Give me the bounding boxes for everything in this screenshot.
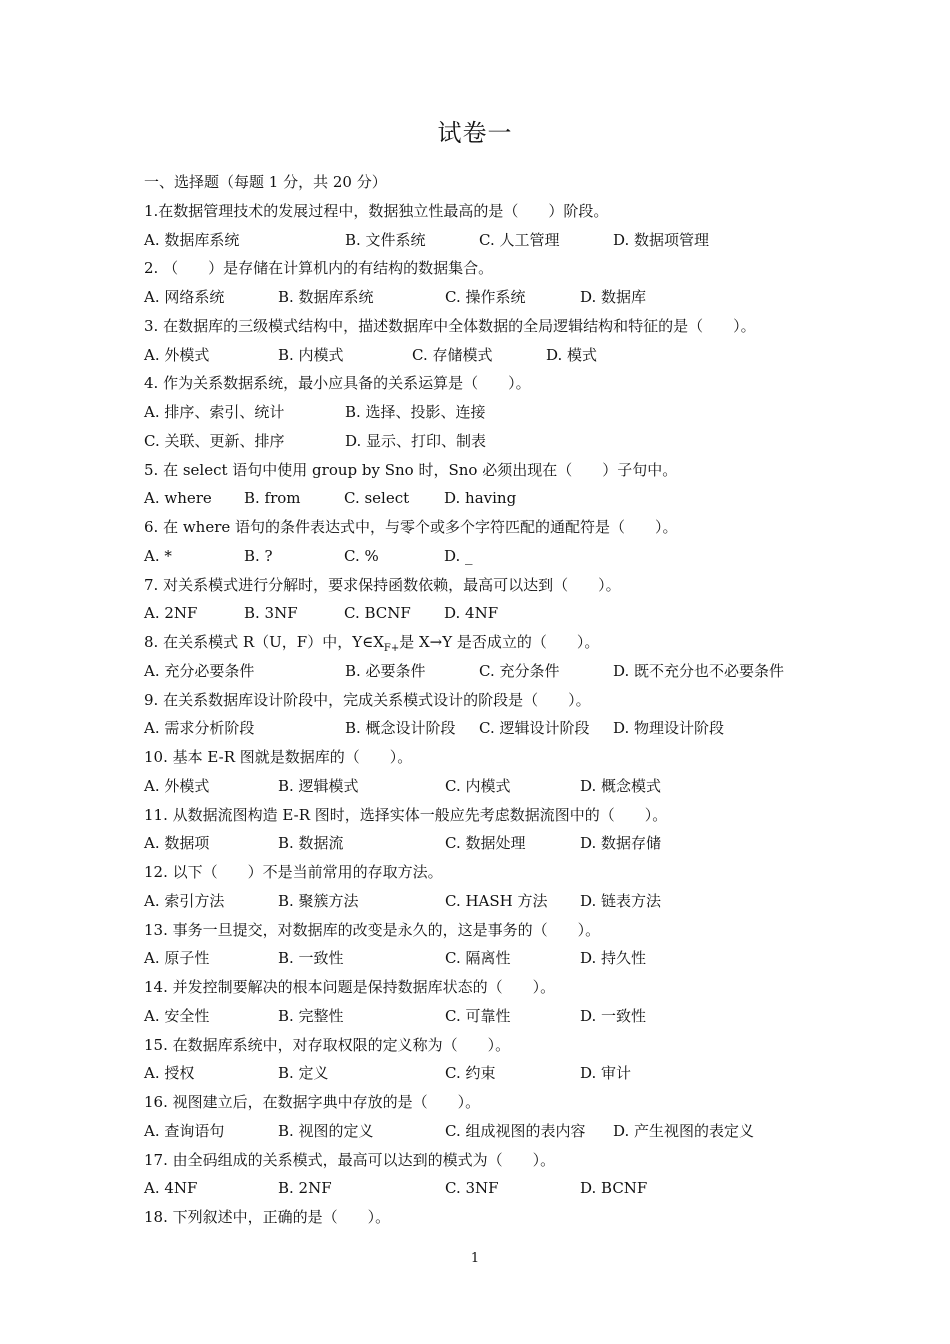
question-text: 5. 在 select 语句中使用 group by Sno 时，Sno 必须出现在（ ）子句中。 [144, 460, 678, 479]
section-heading: 一、选择题（每题 1 分，共 20 分） [144, 173, 387, 191]
question-text: 11. 从数据流图构造 E-R 图时，选择实体一般应先考虑数据流图中的（ ）。 [144, 805, 668, 824]
question-text: 10. 基本 E-R 图就是数据库的（ ）。 [144, 748, 413, 766]
option-a: C. 关联、更新、排序 [144, 431, 285, 450]
option-d: D. 数据项管理 [613, 230, 710, 249]
option-a: A. 原子性 [144, 949, 210, 968]
option-c: C. 约束 [445, 1064, 496, 1083]
option-b: B. 聚簇方法 [278, 891, 359, 910]
option-c: C. select [344, 489, 410, 508]
option-c: C. 人工管理 [479, 230, 560, 249]
question-text: 14. 并发控制要解决的根本问题是保持数据库状态的（ ）。 [144, 978, 556, 996]
option-d: D. 审计 [580, 1064, 632, 1083]
option-b: B. 视图的定义 [278, 1121, 374, 1140]
option-a: A. 2NF [144, 604, 198, 623]
question-text: 3. 在数据库的三级模式结构中，描述数据库中全体数据的全局逻辑结构和特征的是（ ）。 [144, 316, 756, 335]
option-d: D. 产生视图的表定义 [613, 1121, 755, 1140]
option-d: D. 模式 [546, 345, 598, 364]
question-text-part: 是 X→Y 是否成立的（ ）。 [399, 633, 600, 651]
option-d: D. 物理设计阶段 [613, 719, 725, 738]
option-a: A. where [144, 489, 212, 508]
question-text: 12. 以下（ ）不是当前常用的存取方法。 [144, 863, 443, 881]
option-b: B. 完整性 [278, 1006, 344, 1025]
option-a: A. 外模式 [144, 345, 210, 364]
question-text [144, 631, 599, 653]
option-d: D. 数据库 [580, 288, 647, 306]
option-b: B. 概念设计阶段 [345, 719, 456, 738]
option-b: B. 选择、投影、连接 [345, 403, 486, 421]
option-d: D. 概念模式 [580, 776, 662, 795]
option-d: D. 4NF [444, 604, 499, 623]
option-a: A. 4NF [144, 1179, 198, 1198]
option-c: C. 可靠性 [445, 1006, 511, 1025]
option-d: D. BCNF [580, 1179, 648, 1198]
option-a: A. 充分必要条件 [144, 661, 255, 680]
question-text: 17. 由全码组成的关系模式，最高可以达到的模式为（ ）。 [144, 1150, 556, 1169]
option-a: A. 需求分析阶段 [144, 719, 255, 738]
option-b: B. 逻辑模式 [278, 776, 359, 795]
option-d: D. 数据存储 [580, 834, 662, 853]
question-text-part: 8. 在关系模式 R（U，F）中，Y∈X [144, 633, 384, 651]
subscript: F+ [383, 643, 400, 654]
option-d: D. 链表方法 [580, 891, 662, 910]
question-text: 4. 作为关系数据系统，最小应具备的关系运算是（ ）。 [144, 374, 531, 393]
option-b: B. 定义 [278, 1064, 329, 1083]
option-c: C. % [344, 546, 379, 565]
option-b: B. 数据流 [278, 834, 344, 853]
option-a: A. 排序、索引、统计 [144, 403, 285, 421]
option-b: B. 数据库系统 [278, 288, 374, 306]
option-d: D. 既不充分也不必要条件 [613, 661, 785, 680]
question-text: 18. 下列叙述中，正确的是（ ）。 [144, 1208, 391, 1226]
option-d: D. 持久性 [580, 949, 647, 968]
option-b: D. 显示、打印、制表 [345, 431, 487, 450]
option-c: C. 存储模式 [412, 345, 493, 364]
page-number: 1 [470, 1251, 480, 1266]
exam-title: 试卷一 [437, 119, 513, 147]
option-c: C. BCNF [344, 604, 411, 623]
option-c: C. 充分条件 [479, 661, 560, 680]
option-a: A. 安全性 [144, 1006, 210, 1025]
question-text: 1.在数据管理技术的发展过程中，数据独立性最高的是（ ）阶段。 [144, 201, 609, 220]
question-text: 2. （ ）是存储在计算机内的有结构的数据集合。 [144, 259, 494, 278]
option-c: C. 3NF [445, 1179, 499, 1198]
option-b: B. 一致性 [278, 949, 344, 968]
option-c: C. 逻辑设计阶段 [479, 719, 590, 738]
question-text: 16. 视图建立后，在数据字典中存放的是（ ）。 [144, 1093, 481, 1111]
option-a: A. 查询语句 [144, 1121, 225, 1140]
option-b: B. 必要条件 [345, 661, 426, 680]
option-d: D. having [444, 489, 517, 508]
option-c: C. 隔离性 [445, 949, 511, 968]
question-text: 7. 对关系模式进行分解时，要求保持函数依赖，最高可以达到（ ）。 [144, 575, 621, 594]
option-d: D. 一致性 [580, 1006, 647, 1025]
option-c: C. HASH 方法 [445, 891, 548, 910]
question-text: 13. 事务一旦提交，对数据库的改变是永久的，这是事务的（ ）。 [144, 920, 601, 939]
option-b: B. ? [244, 546, 273, 565]
option-a: A. 索引方法 [144, 891, 225, 910]
option-b: B. 3NF [244, 604, 298, 623]
option-a: A. * [144, 546, 172, 565]
option-c: C. 内模式 [445, 776, 511, 795]
option-a: A. 网络系统 [144, 288, 225, 306]
option-a: A. 数据库系统 [144, 230, 240, 249]
option-b: B. from [244, 489, 301, 508]
question-text: 15. 在数据库系统中，对存取权限的定义称为（ ）。 [144, 1035, 511, 1054]
option-b: B. 2NF [278, 1179, 332, 1198]
option-c: C. 操作系统 [445, 288, 526, 306]
option-a: A. 数据项 [144, 834, 210, 853]
option-b: B. 内模式 [278, 345, 344, 364]
option-c: C. 数据处理 [445, 834, 526, 853]
option-a: A. 授权 [144, 1064, 195, 1083]
option-b: B. 文件系统 [345, 230, 426, 249]
option-c: C. 组成视图的表内容 [445, 1121, 586, 1140]
question-text: 6. 在 where 语句的条件表达式中，与零个或多个字符匹配的通配符是（ ）。 [144, 518, 678, 536]
question-text: 9. 在关系数据库设计阶段中，完成关系模式设计的阶段是（ ）。 [144, 690, 591, 709]
option-a: A. 外模式 [144, 776, 210, 795]
option-d: D. _ [444, 546, 473, 565]
